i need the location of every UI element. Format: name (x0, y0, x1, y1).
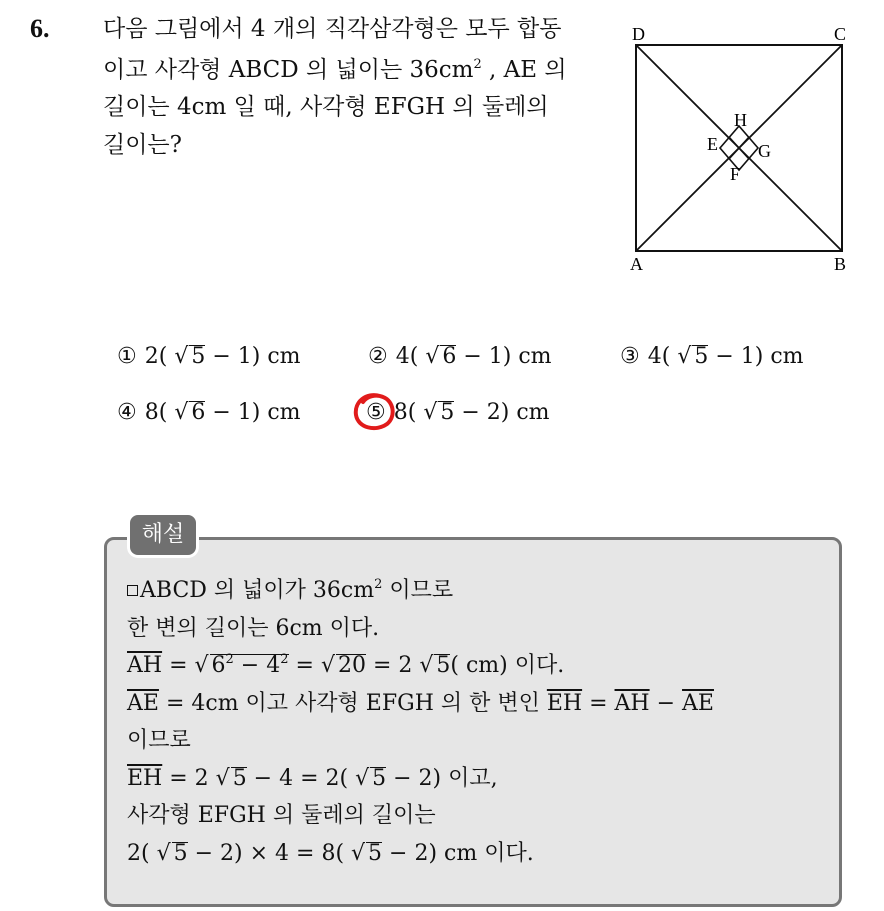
question-line-2: 이고 사각형 ABCD 의 넓이는 $36cm^2$ , AE 의 (103, 57, 567, 83)
choice-2[interactable]: ② 4( √ 6 − 1) cm (368, 344, 552, 369)
question-number: 6. (30, 14, 50, 43)
question-line-3: 길이는 4cm 일 때, 사각형 EFGH 의 둘레의 (103, 94, 549, 120)
solution-line-1: ABCD 의 넓이가 $36cm^2$ 이므로 (127, 577, 453, 605)
square-symbol-icon (127, 585, 138, 596)
question-line-1: 다음 그림에서 4 개의 직각삼각형은 모두 합동 (103, 16, 562, 42)
solution-line-5: 이므로 (127, 728, 191, 753)
solution-line-7: 사각형 EFGH 의 둘레의 길이는 (127, 803, 436, 828)
solution-line-8: 2( √ 5 − 2) × 4 = 8( √ 5 − 2) cm 이다. (127, 841, 534, 866)
choice-1[interactable]: ① 2( √ 5 − 1) cm (117, 344, 301, 369)
label-h: H (734, 110, 747, 130)
choice-5[interactable]: ⑤ 8( √ 5 − 2) cm (366, 400, 550, 425)
square-diagram (620, 20, 860, 280)
choice-4[interactable]: ④ 8( √ 6 − 1) cm (117, 400, 301, 425)
solution-tag: 해설 (130, 515, 196, 555)
label-d: D (632, 24, 645, 44)
choice-3[interactable]: ③ 4( √ 5 − 1) cm (620, 344, 804, 369)
answer-circle-icon (350, 390, 398, 436)
label-g: G (758, 141, 771, 161)
label-f: F (730, 164, 741, 184)
label-a: A (630, 254, 643, 274)
label-c: C (834, 24, 847, 44)
label-e: E (707, 134, 718, 154)
solution-line-6: $\overline{EH} = 2$ √ 5 − 4 = 2( √ 5 − 2) 이고, (127, 766, 498, 791)
question-line-4: 길이는? (103, 132, 182, 158)
solution-line-2: 한 변의 길이는 6cm 이다. (127, 616, 380, 641)
label-b: B (834, 254, 847, 274)
solution-line-3: $\overline{AH}$ = √ $6^2 - 4^2$ = √ 20 = 2 √ 5( cm) 이다. (127, 652, 565, 678)
solution-line-4: $\overline{AE} = 4cm$ 이고 사각형 EFGH 의 한 변인 $\overline{EH} = \overline{AH} - \overline{AE}$ (127, 691, 714, 716)
